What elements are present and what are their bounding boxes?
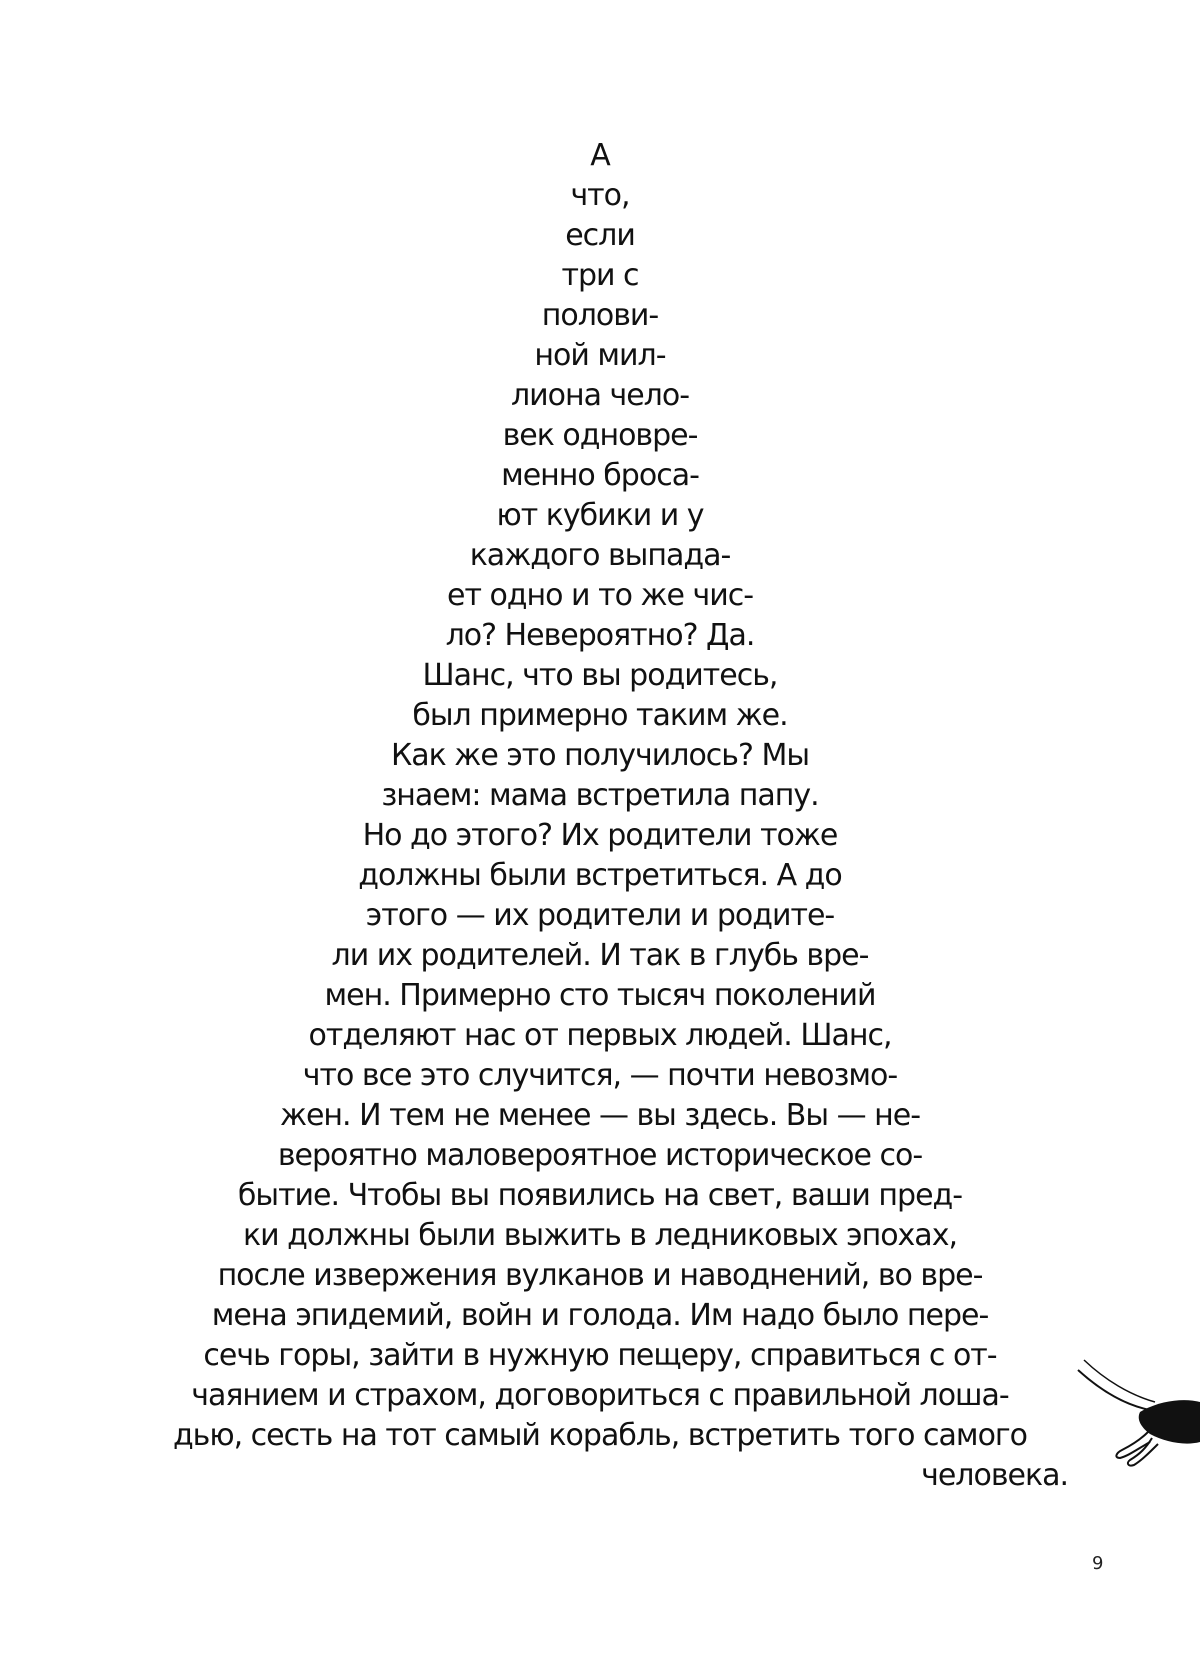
text-line: дью, сесть на тот самый корабль, встретить того самого [172, 1418, 1028, 1453]
text-line: что, [570, 178, 630, 213]
text-line: мена эпидемий, войн и голода. Им надо было пере- [211, 1298, 989, 1333]
text-line: если [565, 218, 635, 253]
text-line: три с [561, 258, 639, 293]
text-line: был примерно таким же. [412, 698, 788, 733]
text-line: менно броса- [501, 458, 699, 493]
text-line: Шанс, что вы родитесь, [422, 658, 778, 693]
text-line: Как же это получилось? Мы [390, 738, 810, 773]
text-line: знаем: мама встретила папу. [381, 778, 819, 813]
text-line: вероятно маловероятное историческое со- [277, 1138, 923, 1173]
text-line: этого — их родители и родите- [365, 898, 835, 933]
text-line: ло? Невероятно? Да. [445, 618, 755, 653]
text-line: ли их родителей. И так в глубь вре- [331, 938, 869, 973]
text-line: должны были встретиться. А до [358, 858, 842, 893]
text-line: сечь горы, зайти в нужную пещеру, справиться с от- [203, 1338, 997, 1373]
text-line: бытие. Чтобы вы появились на свет, ваши пред- [237, 1178, 963, 1213]
text-line: ют кубики и у [496, 498, 704, 533]
text-line: отделяют нас от первых людей. Шанс, [308, 1018, 892, 1053]
text-line: век одновре- [502, 418, 698, 453]
text-line: лиона чело- [510, 378, 690, 413]
text-line: ки должны были выжить в ледниковых эпохах, [243, 1218, 957, 1253]
text-line: Но до этого? Их родители тоже [362, 818, 838, 853]
text-line: полови- [541, 298, 659, 333]
page-number: 9 [1092, 1553, 1104, 1574]
text-line: после извержения вулканов и наводнений, во вре- [217, 1258, 983, 1293]
text-line: ной мил- [534, 338, 666, 373]
text-line: каждого выпада- [469, 538, 731, 573]
text-line: А [590, 138, 610, 173]
text-line-final: человека. [921, 1458, 1068, 1493]
text-line: что все это случится, — почти невозмо- [302, 1058, 898, 1093]
text-line: чаянием и страхом, договориться с правильной лоша- [191, 1378, 1009, 1413]
text-line: жен. И тем не менее — вы здесь. Вы — не- [279, 1098, 921, 1133]
text-line: ет одно и то же чис- [446, 578, 754, 613]
horse-illustration-icon [1070, 1350, 1200, 1470]
text-line: мен. Примерно сто тысяч поколений [324, 978, 876, 1013]
